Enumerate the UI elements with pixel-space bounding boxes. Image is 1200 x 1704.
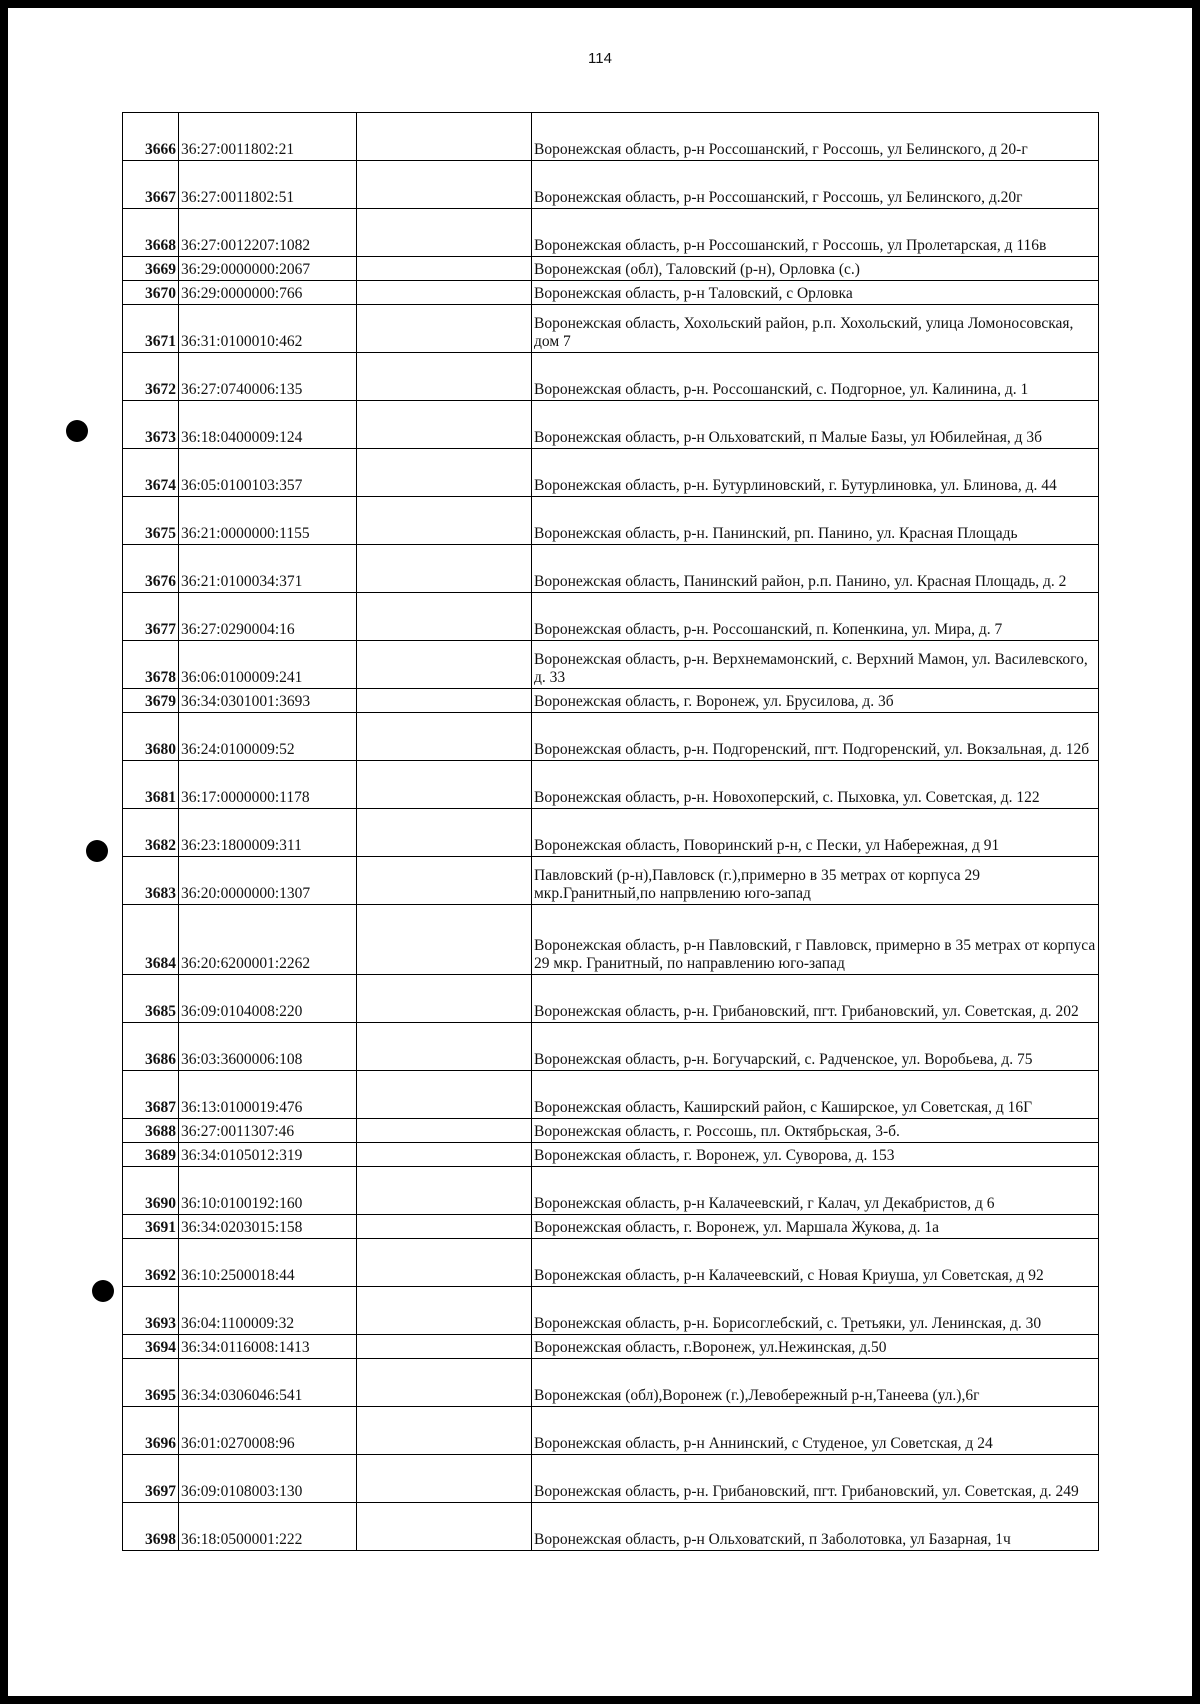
address: Воронежская область, г. Россошь, пл. Октябрьская, 3-б. bbox=[532, 1119, 1099, 1143]
address: Воронежская область, г. Воронеж, ул. Суворова, д. 153 bbox=[532, 1143, 1099, 1167]
empty-cell bbox=[357, 497, 532, 545]
register-table bbox=[122, 112, 1099, 1551]
empty-cell bbox=[357, 1359, 532, 1407]
cadastral-number: 36:10:2500018:44 bbox=[179, 1239, 357, 1287]
row-number: 3682 bbox=[123, 809, 179, 857]
empty-cell bbox=[357, 1215, 532, 1239]
empty-cell bbox=[357, 761, 532, 809]
cadastral-number: 36:13:0100019:476 bbox=[179, 1071, 357, 1119]
empty-cell bbox=[357, 1407, 532, 1455]
row-number: 3667 bbox=[123, 161, 179, 209]
row-number: 3687 bbox=[123, 1071, 179, 1119]
row-number: 3683 bbox=[123, 857, 179, 905]
cadastral-number: 36:27:0011802:21 bbox=[179, 113, 357, 161]
table-row bbox=[123, 1359, 1099, 1407]
cadastral-number: 36:34:0116008:1413 bbox=[179, 1335, 357, 1359]
cadastral-number: 36:31:0100010:462 bbox=[179, 305, 357, 353]
row-number: 3670 bbox=[123, 281, 179, 305]
table-row bbox=[123, 1407, 1099, 1455]
row-number: 3686 bbox=[123, 1023, 179, 1071]
table-row bbox=[123, 1023, 1099, 1071]
page-number: 114 bbox=[588, 50, 612, 67]
row-number: 3684 bbox=[123, 905, 179, 975]
row-number: 3674 bbox=[123, 449, 179, 497]
address: Воронежская область, р-н Ольховатский, п Заболотовка, ул Базарная, 1ч bbox=[532, 1503, 1099, 1551]
cadastral-number: 36:27:0011307:46 bbox=[179, 1119, 357, 1143]
table-row bbox=[123, 1167, 1099, 1215]
row-number: 3672 bbox=[123, 353, 179, 401]
row-number: 3668 bbox=[123, 209, 179, 257]
cadastral-number: 36:27:0012207:1082 bbox=[179, 209, 357, 257]
row-number: 3694 bbox=[123, 1335, 179, 1359]
table-row bbox=[123, 401, 1099, 449]
table-row bbox=[123, 449, 1099, 497]
cadastral-number: 36:17:0000000:1178 bbox=[179, 761, 357, 809]
cadastral-number: 36:18:0400009:124 bbox=[179, 401, 357, 449]
cadastral-number: 36:06:0100009:241 bbox=[179, 641, 357, 689]
address: Воронежская область, р-н Калачеевский, г Калач, ул Декабристов, д 6 bbox=[532, 1167, 1099, 1215]
row-number: 3681 bbox=[123, 761, 179, 809]
address: Воронежская область, р-н. Грибановский, пгт. Грибановский, ул. Советская, д. 202 bbox=[532, 975, 1099, 1023]
address: Воронежская область, р-н. Борисоглебский, с. Третьяки, ул. Ленинская, д. 30 bbox=[532, 1287, 1099, 1335]
punch-hole bbox=[66, 420, 88, 442]
row-number: 3671 bbox=[123, 305, 179, 353]
cadastral-number: 36:29:0000000:2067 bbox=[179, 257, 357, 281]
cadastral-number: 36:09:0104008:220 bbox=[179, 975, 357, 1023]
address: Воронежская область, Каширский район, с Каширское, ул Советская, д 16Г bbox=[532, 1071, 1099, 1119]
empty-cell bbox=[357, 1287, 532, 1335]
row-number: 3696 bbox=[123, 1407, 179, 1455]
address: Воронежская область, р-н. Верхнемамонский, с. Верхний Мамон, ул. Василевского, д. 33 bbox=[532, 641, 1099, 689]
cadastral-number: 36:04:1100009:32 bbox=[179, 1287, 357, 1335]
table-row bbox=[123, 281, 1099, 305]
cadastral-number: 36:03:3600006:108 bbox=[179, 1023, 357, 1071]
cadastral-number: 36:05:0100103:357 bbox=[179, 449, 357, 497]
row-number: 3673 bbox=[123, 401, 179, 449]
empty-cell bbox=[357, 209, 532, 257]
cadastral-number: 36:01:0270008:96 bbox=[179, 1407, 357, 1455]
row-number: 3677 bbox=[123, 593, 179, 641]
row-number: 3669 bbox=[123, 257, 179, 281]
row-number: 3695 bbox=[123, 1359, 179, 1407]
row-number: 3690 bbox=[123, 1167, 179, 1215]
cadastral-number: 36:34:0306046:541 bbox=[179, 1359, 357, 1407]
empty-cell bbox=[357, 713, 532, 761]
empty-cell bbox=[357, 1167, 532, 1215]
cadastral-number: 36:10:0100192:160 bbox=[179, 1167, 357, 1215]
empty-cell bbox=[357, 641, 532, 689]
address: Воронежская область, р-н. Грибановский, пгт. Грибановский, ул. Советская, д. 249 bbox=[532, 1455, 1099, 1503]
address: Воронежская область, р-н. Богучарский, с. Радченское, ул. Воробьева, д. 75 bbox=[532, 1023, 1099, 1071]
row-number: 3693 bbox=[123, 1287, 179, 1335]
row-number: 3698 bbox=[123, 1503, 179, 1551]
address: Воронежская область, р-н. Россошанский, п. Копенкина, ул. Мира, д. 7 bbox=[532, 593, 1099, 641]
address: Воронежская область, р-н Павловский, г Павловск, примерно в 35 метрах от корпуса 29 мкр. Гранитный, по направлению юго-запад bbox=[532, 905, 1099, 975]
row-number: 3680 bbox=[123, 713, 179, 761]
empty-cell bbox=[357, 1239, 532, 1287]
address: Воронежская область, р-н Аннинский, с Студеное, ул Советская, д 24 bbox=[532, 1407, 1099, 1455]
table-row bbox=[123, 1215, 1099, 1239]
table-row bbox=[123, 1455, 1099, 1503]
table-row bbox=[123, 1335, 1099, 1359]
empty-cell bbox=[357, 1119, 532, 1143]
address: Воронежская область, р-н. Бутурлиновский, г. Бутурлиновка, ул. Блинова, д. 44 bbox=[532, 449, 1099, 497]
empty-cell bbox=[357, 1503, 532, 1551]
cadastral-number: 36:27:0011802:51 bbox=[179, 161, 357, 209]
cadastral-number: 36:23:1800009:311 bbox=[179, 809, 357, 857]
cadastral-number: 36:21:0000000:1155 bbox=[179, 497, 357, 545]
cadastral-number: 36:24:0100009:52 bbox=[179, 713, 357, 761]
table-row bbox=[123, 257, 1099, 281]
address: Воронежская область, г.Воронеж, ул.Нежинская, д.50 bbox=[532, 1335, 1099, 1359]
address: Воронежская область, р-н Калачеевский, с Новая Криуша, ул Советская, д 92 bbox=[532, 1239, 1099, 1287]
row-number: 3688 bbox=[123, 1119, 179, 1143]
table-row bbox=[123, 809, 1099, 857]
row-number: 3691 bbox=[123, 1215, 179, 1239]
cadastral-number: 36:34:0105012:319 bbox=[179, 1143, 357, 1167]
empty-cell bbox=[357, 1023, 532, 1071]
table-row bbox=[123, 1503, 1099, 1551]
row-number: 3692 bbox=[123, 1239, 179, 1287]
table-row bbox=[123, 761, 1099, 809]
cadastral-number: 36:27:0740006:135 bbox=[179, 353, 357, 401]
address: Воронежская область, Панинский район, р.п. Панино, ул. Красная Площадь, д. 2 bbox=[532, 545, 1099, 593]
address: Воронежская область, р-н. Новохоперский, с. Пыховка, ул. Советская, д. 122 bbox=[532, 761, 1099, 809]
address: Воронежская область, Хохольский район, р.п. Хохольский, улица Ломоносовская, дом 7 bbox=[532, 305, 1099, 353]
empty-cell bbox=[357, 161, 532, 209]
table-row bbox=[123, 975, 1099, 1023]
empty-cell bbox=[357, 449, 532, 497]
row-number: 3679 bbox=[123, 689, 179, 713]
cadastral-number: 36:09:0108003:130 bbox=[179, 1455, 357, 1503]
table-row bbox=[123, 857, 1099, 905]
empty-cell bbox=[357, 975, 532, 1023]
table-row bbox=[123, 1119, 1099, 1143]
table-row bbox=[123, 353, 1099, 401]
table-row bbox=[123, 713, 1099, 761]
empty-cell bbox=[357, 113, 532, 161]
empty-cell bbox=[357, 809, 532, 857]
cadastral-number: 36:20:0000000:1307 bbox=[179, 857, 357, 905]
punch-hole bbox=[86, 840, 108, 862]
row-number: 3678 bbox=[123, 641, 179, 689]
empty-cell bbox=[357, 857, 532, 905]
row-number: 3676 bbox=[123, 545, 179, 593]
table-row bbox=[123, 905, 1099, 975]
table-row bbox=[123, 545, 1099, 593]
empty-cell bbox=[357, 545, 532, 593]
table-row bbox=[123, 1287, 1099, 1335]
address: Воронежская область, р-н Россошанский, г Россошь, ул Белинского, д 20-г bbox=[532, 113, 1099, 161]
address: Воронежская (обл),Воронеж (г.),Левобережный р-н,Танеева (ул.),6г bbox=[532, 1359, 1099, 1407]
address: Павловский (р-н),Павловск (г.),примерно в 35 метрах от корпуса 29 мкр.Гранитный,по напрвлению юго-запад bbox=[532, 857, 1099, 905]
cadastral-number: 36:34:0301001:3693 bbox=[179, 689, 357, 713]
address: Воронежская (обл), Таловский (р-н), Орловка (с.) bbox=[532, 257, 1099, 281]
table-row bbox=[123, 161, 1099, 209]
row-number: 3689 bbox=[123, 1143, 179, 1167]
table-row bbox=[123, 497, 1099, 545]
cadastral-number: 36:27:0290004:16 bbox=[179, 593, 357, 641]
punch-hole bbox=[92, 1280, 114, 1302]
table-row bbox=[123, 1071, 1099, 1119]
empty-cell bbox=[357, 689, 532, 713]
empty-cell bbox=[357, 905, 532, 975]
empty-cell bbox=[357, 593, 532, 641]
table-row bbox=[123, 1239, 1099, 1287]
table-row bbox=[123, 1143, 1099, 1167]
address: Воронежская область, р-н. Россошанский, с. Подгорное, ул. Калинина, д. 1 bbox=[532, 353, 1099, 401]
address: Воронежская область, р-н Таловский, с Орловка bbox=[532, 281, 1099, 305]
row-number: 3685 bbox=[123, 975, 179, 1023]
cadastral-number: 36:18:0500001:222 bbox=[179, 1503, 357, 1551]
address: Воронежская область, р-н Россошанский, г Россошь, ул Белинского, д.20г bbox=[532, 161, 1099, 209]
table-row bbox=[123, 641, 1099, 689]
cadastral-number: 36:34:0203015:158 bbox=[179, 1215, 357, 1239]
empty-cell bbox=[357, 281, 532, 305]
row-number: 3697 bbox=[123, 1455, 179, 1503]
cadastral-number: 36:21:0100034:371 bbox=[179, 545, 357, 593]
table-row bbox=[123, 305, 1099, 353]
address: Воронежская область, р-н. Панинский, рп. Панино, ул. Красная Площадь bbox=[532, 497, 1099, 545]
cadastral-number: 36:20:6200001:2262 bbox=[179, 905, 357, 975]
empty-cell bbox=[357, 1143, 532, 1167]
address: Воронежская область, р-н. Подгоренский, пгт. Подгоренский, ул. Вокзальная, д. 12б bbox=[532, 713, 1099, 761]
row-number: 3666 bbox=[123, 113, 179, 161]
empty-cell bbox=[357, 1071, 532, 1119]
register-body bbox=[123, 113, 1099, 1551]
address: Воронежская область, Поворинский р-н, с Пески, ул Набережная, д 91 bbox=[532, 809, 1099, 857]
empty-cell bbox=[357, 401, 532, 449]
address: Воронежская область, р-н Ольховатский, п Малые Базы, ул Юбилейная, д 3б bbox=[532, 401, 1099, 449]
cadastral-number: 36:29:0000000:766 bbox=[179, 281, 357, 305]
table-row bbox=[123, 593, 1099, 641]
row-number: 3675 bbox=[123, 497, 179, 545]
address: Воронежская область, г. Воронеж, ул. Брусилова, д. 3б bbox=[532, 689, 1099, 713]
table-row bbox=[123, 113, 1099, 161]
table-row bbox=[123, 209, 1099, 257]
table-row bbox=[123, 689, 1099, 713]
address: Воронежская область, г. Воронеж, ул. Маршала Жукова, д. 1а bbox=[532, 1215, 1099, 1239]
empty-cell bbox=[357, 353, 532, 401]
empty-cell bbox=[357, 1335, 532, 1359]
address: Воронежская область, р-н Россошанский, г Россошь, ул Пролетарская, д 116в bbox=[532, 209, 1099, 257]
empty-cell bbox=[357, 257, 532, 281]
empty-cell bbox=[357, 1455, 532, 1503]
empty-cell bbox=[357, 305, 532, 353]
